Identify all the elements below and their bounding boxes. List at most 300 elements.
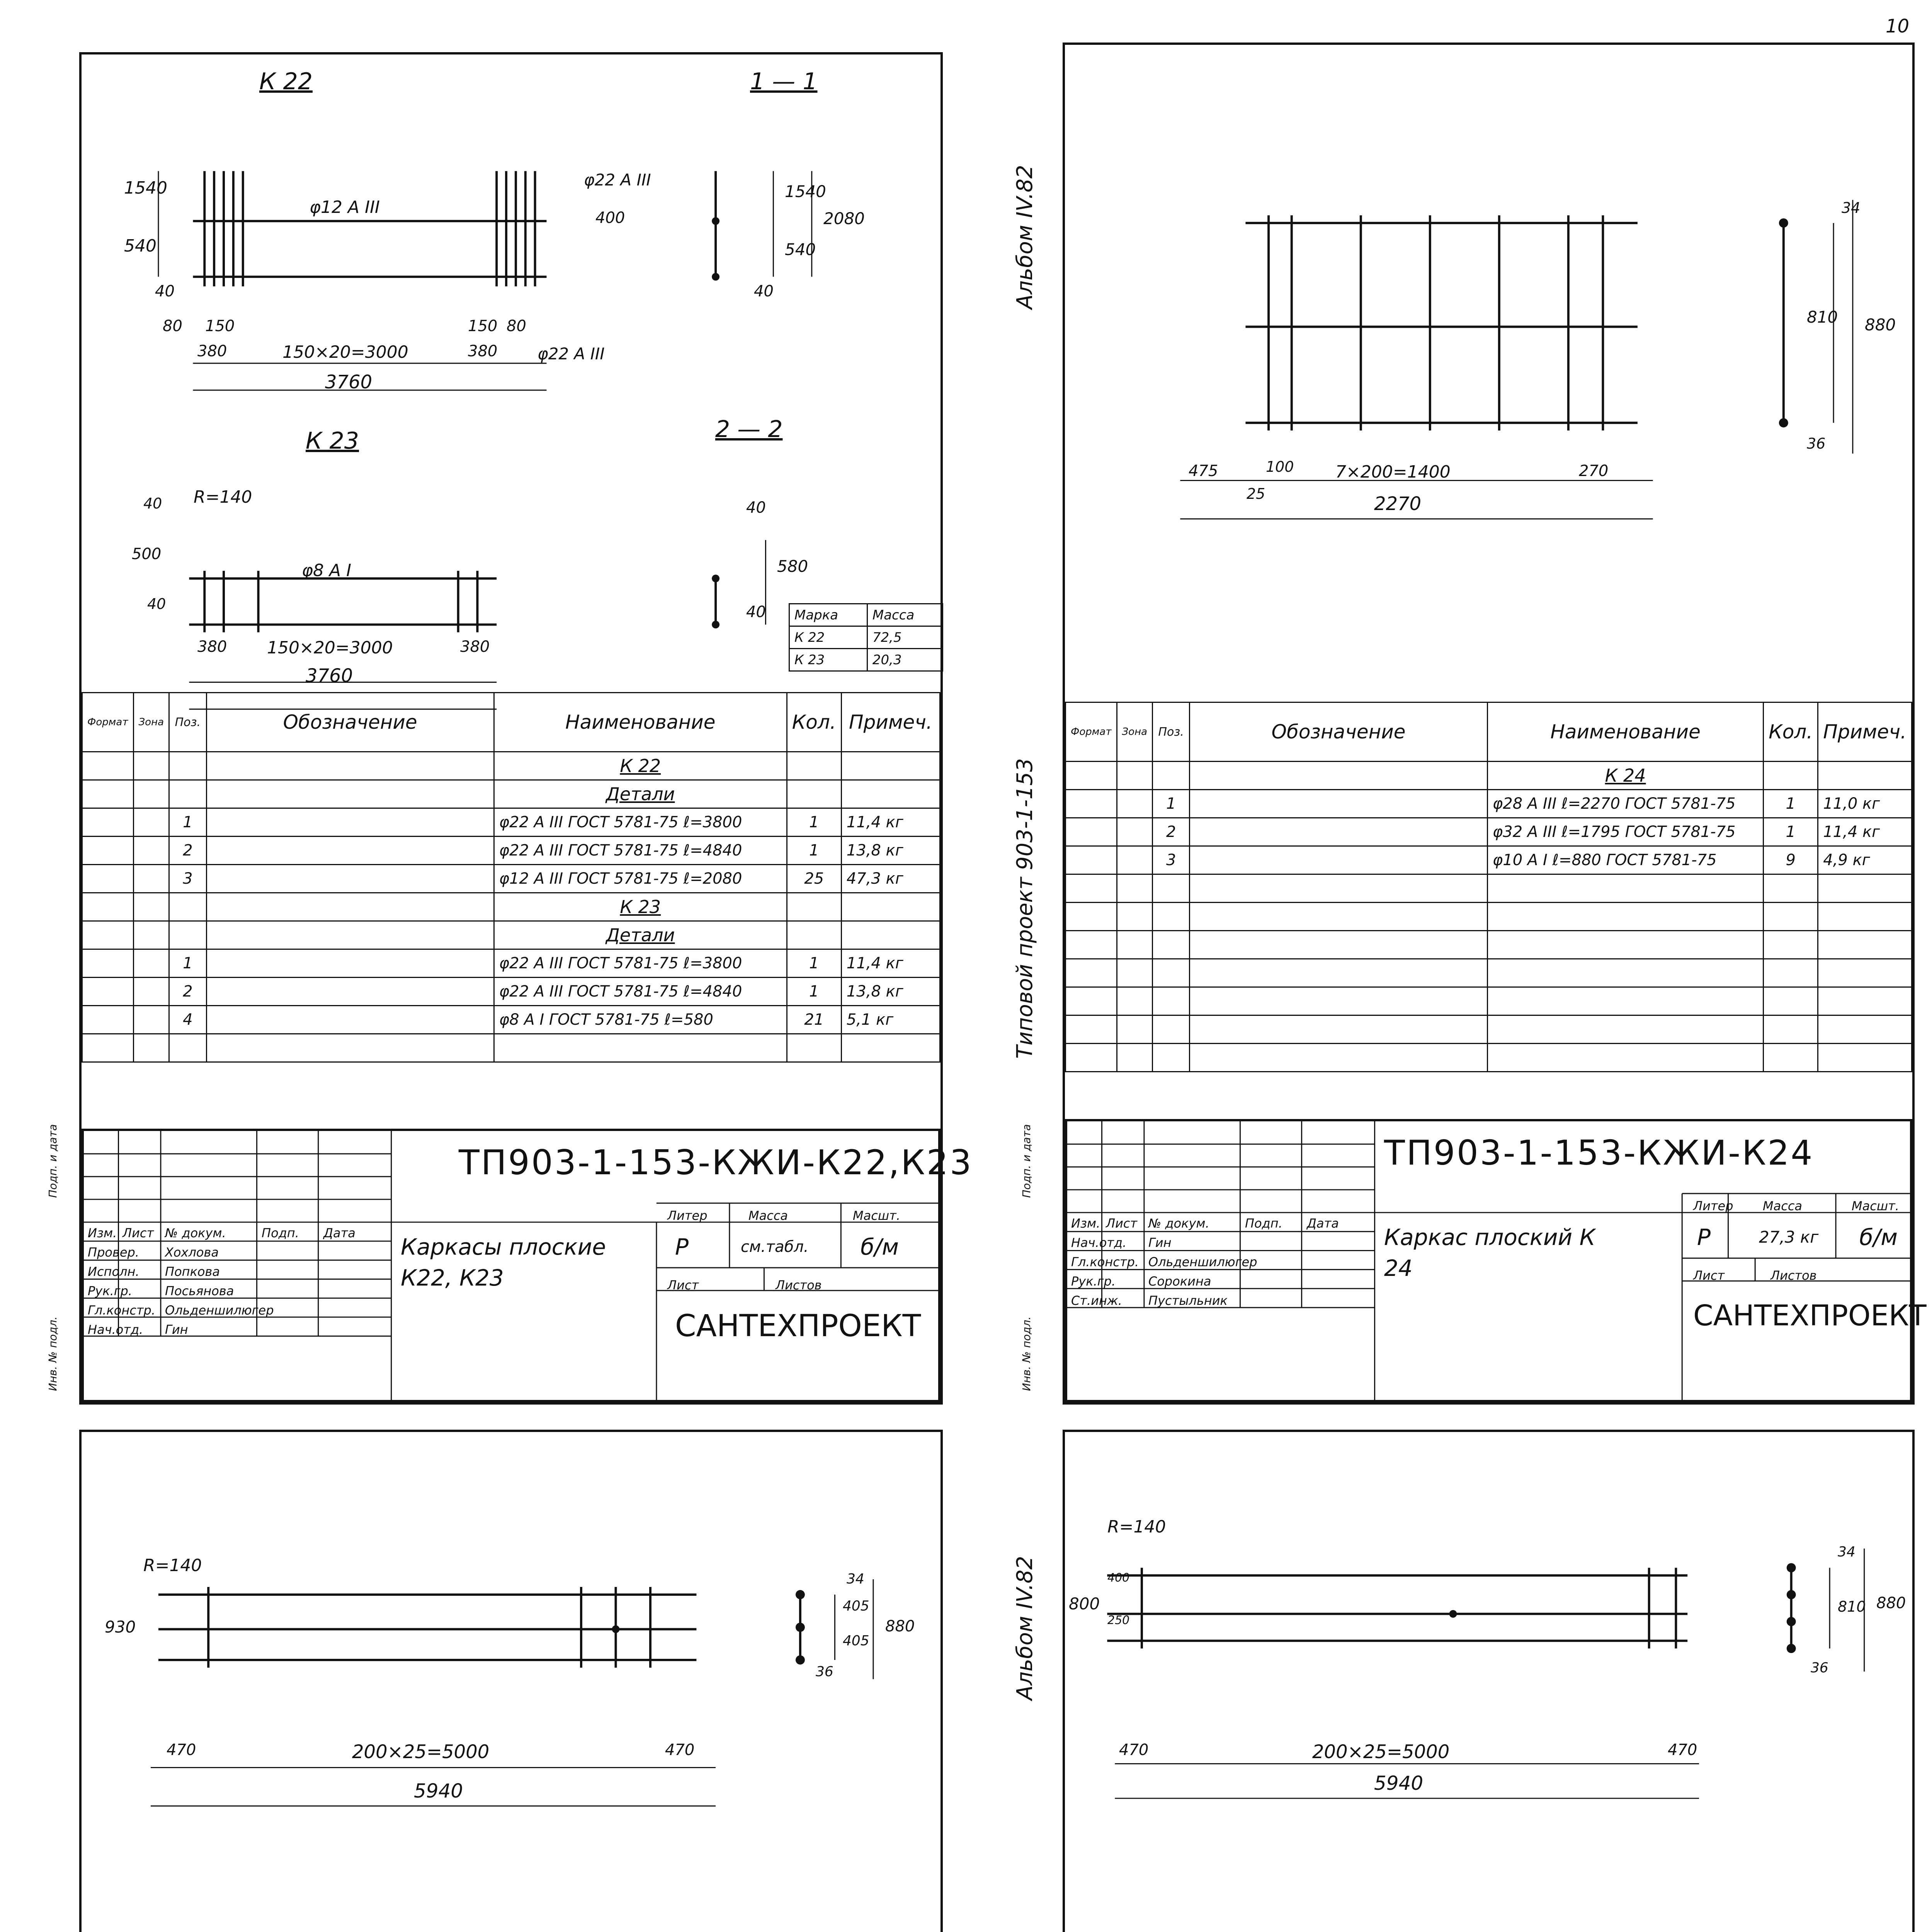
spec-row [1066, 846, 1912, 874]
tb-h-izm: Изм. [1071, 1216, 1100, 1231]
spec-cell-name: Детали [494, 780, 787, 808]
mass-table-k22-mass: 72,5 [867, 626, 942, 649]
spec-cell-name: φ28 A III ℓ=2270 ГОСТ 5781-75 [1487, 790, 1763, 818]
spec-cell-note: 5,1 кг [841, 1006, 940, 1034]
spec-cell-empty [1066, 987, 1117, 1015]
spec-cell-qty [787, 780, 841, 808]
spec-cell-empty [1487, 931, 1763, 959]
spec-cell-zone [133, 978, 169, 1006]
tb-person-name-3: Сорокина [1148, 1274, 1211, 1289]
spec-cell-qty: 21 [787, 1006, 841, 1034]
album-label-bottom: Альбом IV.82 [1012, 1556, 1037, 1700]
spec-row [82, 837, 940, 865]
spec-row [82, 1006, 940, 1034]
spec-cell-pos [1153, 762, 1190, 790]
col-name: Наименование [1487, 702, 1763, 762]
sheet-k22-k23 [79, 52, 973, 1405]
drawing-code: ТП903-1-153-КЖИ-К24 [1384, 1133, 1814, 1173]
spec-cell-pos: 1 [169, 808, 207, 837]
spec-cell-pos: 1 [169, 949, 207, 978]
k24-dim-810: 810 [1807, 308, 1838, 327]
page-number: 10 [1886, 15, 1910, 37]
spec-cell-name: Детали [494, 921, 787, 949]
spec-cell-pos: 2 [169, 837, 207, 865]
k25-dim-405a: 405 [843, 1598, 869, 1614]
spec-cell-qty: 9 [1764, 846, 1818, 874]
spec-cell-pos [169, 921, 207, 949]
sec22-dim-40b: 40 [746, 603, 766, 621]
spec-cell-empty [1818, 874, 1912, 903]
spec-cell-zone [133, 921, 169, 949]
spec-cell-format [82, 808, 134, 837]
tb-h-doc: № докум. [1148, 1216, 1209, 1231]
tb-h-sign: Подп. [1245, 1216, 1282, 1231]
spec-cell-zone [133, 893, 169, 921]
sec22-dim-40a: 40 [746, 499, 766, 517]
spec-cell-empty [1066, 874, 1117, 903]
spec-row [1066, 762, 1912, 790]
spec-cell-empty [1764, 903, 1818, 931]
spec-cell-format [82, 752, 134, 780]
spec-row [82, 780, 940, 808]
spec-cell-zone [1117, 846, 1153, 874]
k22-dim-80: 80 [163, 317, 182, 335]
spec-cell-designation [206, 837, 494, 865]
tb-h-date: Дата [323, 1226, 355, 1240]
spec-cell-empty [1818, 987, 1912, 1015]
spec-cell-qty: 25 [787, 865, 841, 893]
k22-dim-40: 40 [155, 282, 175, 300]
spec-cell-empty [133, 1034, 169, 1062]
k23-dim-40b: 40 [147, 595, 166, 612]
spec-cell-pos: 1 [1153, 790, 1190, 818]
tb-person-name-1: Хохлова [165, 1245, 219, 1260]
spec-cell-empty [1764, 874, 1818, 903]
col-pos: Поз. [169, 693, 207, 752]
sec11-dim-40: 40 [754, 282, 774, 300]
k26-dim-400: 400 [1107, 1571, 1130, 1585]
tb-person-name-2: Попкова [165, 1264, 220, 1279]
tb-person-name-4: Ольденшилюгер [165, 1303, 274, 1318]
mass-table-k23-mass: 20,3 [867, 649, 942, 671]
k23-title: К 23 [306, 427, 359, 454]
spec-cell-format [1066, 818, 1117, 846]
sec11-dim-1540: 1540 [785, 182, 826, 201]
title-block-grid [1067, 1121, 1910, 1400]
k26-dim-880: 880 [1876, 1594, 1906, 1612]
k25-dim-34: 34 [847, 1571, 864, 1587]
k26-dim-470a: 470 [1119, 1741, 1149, 1759]
spec-cell-empty [1764, 1015, 1818, 1044]
title-block-k24 [1065, 1119, 1927, 1402]
spec-cell-qty [787, 921, 841, 949]
spec-cell-empty [1066, 903, 1117, 931]
spec-cell-format [82, 1006, 134, 1034]
spec-cell-empty [1117, 874, 1153, 903]
spec-cell-qty [787, 752, 841, 780]
spec-cell-designation [206, 893, 494, 921]
k26-dim-250: 250 [1107, 1614, 1130, 1627]
spec-cell-zone [133, 949, 169, 978]
col-qty: Кол. [787, 693, 841, 752]
tb-person-name-4: Пустыльник [1148, 1293, 1228, 1308]
spec-cell-pos [169, 780, 207, 808]
tb-person-role-2: Исполн. [88, 1264, 139, 1279]
k24-dim-34: 34 [1842, 199, 1861, 216]
spec-cell-name: φ22 A III ГОСТ 5781-75 ℓ=4840 [494, 837, 787, 865]
tb-h-sheet: Лист [667, 1278, 699, 1293]
spec-row [82, 808, 940, 837]
k22-bar1-label: φ22 A III [537, 344, 605, 363]
spec-rows-k22-k23 [82, 752, 940, 1062]
k24-dim-475: 475 [1189, 462, 1218, 480]
tb-person-name-3: Посьянова [165, 1284, 234, 1298]
k25-dim-36: 36 [816, 1664, 833, 1680]
k24-dim-25: 25 [1247, 485, 1265, 502]
k22-gap-label: 400 [595, 209, 625, 227]
tb-h-date: Дата [1307, 1216, 1339, 1231]
drawing-title: Каркас плоский К 24 [1384, 1224, 1595, 1281]
spec-cell-empty [1764, 1044, 1818, 1072]
spec-cell-empty [1153, 1015, 1190, 1044]
k26-dim-800: 800 [1069, 1594, 1100, 1613]
tb-h-doc: № докум. [165, 1226, 226, 1240]
spec-cell-empty [1190, 987, 1488, 1015]
spec-cell-empty [1117, 903, 1153, 931]
spec-cell-pos: 2 [1153, 818, 1190, 846]
section-2-2-title: 2 — 2 [715, 416, 783, 443]
tb-liter: Р [1697, 1224, 1711, 1250]
spec-cell-note [841, 893, 940, 921]
spec-cell-qty [787, 893, 841, 921]
tb-person-role-3: Рук.гр. [1071, 1274, 1116, 1289]
spec-cell-format [82, 780, 134, 808]
spec-cell-empty [1487, 903, 1763, 931]
mass-table [789, 603, 943, 672]
k25-dim-930: 930 [105, 1617, 136, 1636]
tb-h-scale: Масшт. [853, 1208, 900, 1223]
spec-cell-note: 13,8 кг [841, 978, 940, 1006]
spec-cell-designation [1190, 762, 1488, 790]
project-label-top: Типовой проект 903-1-153 [1012, 758, 1037, 1059]
spec-cell-empty [1117, 931, 1153, 959]
tb-person-name-1: Гин [1148, 1235, 1172, 1250]
tb-h-mass: Масса [1763, 1199, 1803, 1213]
spec-cell-empty [787, 1034, 841, 1062]
k23-dim-total: 3760 [306, 665, 353, 687]
col-note: Примеч. [841, 693, 940, 752]
firm-name: САНТЕХПРОЕКТ [675, 1309, 921, 1344]
spec-cell-note: 47,3 кг [841, 865, 940, 893]
tb-person-role-1: Провер. [88, 1245, 139, 1260]
k26-dim-470b: 470 [1668, 1741, 1697, 1759]
k25-dim-880: 880 [885, 1617, 915, 1635]
spec-cell-empty [82, 1034, 134, 1062]
spec-cell-note: 11,4 кг [841, 949, 940, 978]
spec-cell-zone [133, 780, 169, 808]
k24-dim-36: 36 [1807, 435, 1826, 452]
k24-dim-total: 2270 [1374, 493, 1422, 515]
spec-row [82, 978, 940, 1006]
k26-drawing [1065, 1432, 1912, 1932]
tb-h-izm: Изм. [88, 1226, 117, 1240]
spec-cell-qty: 1 [787, 837, 841, 865]
k24-dim-880: 880 [1865, 315, 1896, 334]
spec-cell-format [82, 978, 134, 1006]
section-1-1-title: 1 — 1 [750, 68, 818, 95]
spec-cell-qty: 1 [1764, 790, 1818, 818]
k26-dim-810: 810 [1838, 1598, 1866, 1615]
spec-cell-empty [1190, 959, 1488, 987]
spec-cell-qty [1764, 762, 1818, 790]
spec-cell-zone [133, 1006, 169, 1034]
spec-row-empty [1066, 931, 1912, 959]
tb-person-role-1: Нач.отд. [1071, 1235, 1127, 1250]
spec-cell-name: К 24 [1487, 762, 1763, 790]
spec-row [82, 752, 940, 780]
spec-cell-empty [1190, 903, 1488, 931]
spec-cell-empty [1818, 931, 1912, 959]
tb-person-role-4: Ст.инж. [1071, 1293, 1122, 1308]
col-format: Формат [1066, 702, 1117, 762]
tb-liter: Р [675, 1234, 689, 1260]
spec-cell-designation [206, 921, 494, 949]
spec-row [1066, 790, 1912, 818]
k22-bar3-label: φ12 A III [310, 197, 380, 217]
k24-dim-spacing: 7×200=1400 [1335, 462, 1451, 482]
spec-cell-zone [133, 865, 169, 893]
spec-cell-note [841, 921, 940, 949]
k25-dim-470a: 470 [167, 1741, 196, 1759]
tb-h-liter: Литер [1693, 1199, 1733, 1213]
k23-dim-500: 500 [132, 545, 162, 563]
k25-dim-470b: 470 [665, 1741, 695, 1759]
k25-dim-spacing: 200×25=5000 [352, 1741, 490, 1763]
tb-person-role-4: Гл.констр. [88, 1303, 155, 1318]
spec-cell-qty: 1 [787, 978, 841, 1006]
spec-cell-empty [1818, 903, 1912, 931]
spec-cell-note [1818, 762, 1912, 790]
spec-cell-empty [1818, 1015, 1912, 1044]
spec-cell-format [82, 921, 134, 949]
spec-cell-zone [1117, 818, 1153, 846]
k22-dim-80b: 80 [507, 317, 526, 335]
k22-dim-150a: 150 [205, 317, 235, 335]
col-note: Примеч. [1818, 702, 1912, 762]
spec-cell-name: φ10 A I ℓ=880 ГОСТ 5781-75 [1487, 846, 1763, 874]
spec-cell-empty [206, 1034, 494, 1062]
k22-bar2-label: φ22 A III [584, 170, 651, 189]
spec-cell-name: φ8 A I ГОСТ 5781-75 ℓ=580 [494, 1006, 787, 1034]
spec-table-k24 [1065, 702, 1912, 1072]
spec-cell-name: φ22 A III ГОСТ 5781-75 ℓ=4840 [494, 978, 787, 1006]
k22-title: К 22 [259, 68, 313, 95]
spec-cell-qty: 1 [787, 808, 841, 837]
spec-cell-designation [206, 1006, 494, 1034]
k22-dim-380b: 380 [468, 342, 498, 360]
title-block-k22-k23 [82, 1129, 973, 1402]
spec-row [82, 865, 940, 893]
tb-person-role-2: Гл.констр. [1071, 1255, 1139, 1269]
sec22-dim-580: 580 [777, 557, 808, 576]
spec-cell-empty [1764, 987, 1818, 1015]
spec-cell-empty [841, 1034, 940, 1062]
col-zone: Зона [133, 693, 169, 752]
tb-h-mass: Масса [748, 1208, 788, 1223]
spec-table-k22-k23 [82, 692, 940, 1063]
spec-cell-pos [169, 893, 207, 921]
spec-cell-empty [1066, 959, 1117, 987]
mass-table-h-mark: Марка [789, 604, 867, 626]
spec-cell-empty [1487, 959, 1763, 987]
spec-cell-empty [1487, 1015, 1763, 1044]
spec-cell-pos: 3 [1153, 846, 1190, 874]
spec-row-empty [1066, 987, 1912, 1015]
drawing-code: ТП903-1-153-КЖИ-К22,К23 [459, 1143, 973, 1182]
tb-h-list: Лист [1106, 1216, 1138, 1231]
spec-cell-empty [1153, 1044, 1190, 1072]
spec-row-empty [1066, 903, 1912, 931]
k26-dim-radius: R=140 [1107, 1517, 1166, 1537]
col-qty: Кол. [1764, 702, 1818, 762]
spec-cell-empty [1190, 874, 1488, 903]
spec-cell-note [841, 780, 940, 808]
k22-dim-spacing: 150×20=3000 [282, 342, 408, 362]
spec-cell-designation [1190, 818, 1488, 846]
sheet-k24 [1063, 43, 1927, 1405]
spec-row [82, 949, 940, 978]
spec-cell-name: φ22 A III ГОСТ 5781-75 ℓ=3800 [494, 949, 787, 978]
spec-cell-pos [169, 752, 207, 780]
spec-cell-designation [1190, 790, 1488, 818]
tb-h-liter: Литер [667, 1208, 707, 1223]
spec-cell-pos: 2 [169, 978, 207, 1006]
tb-h-list: Лист [122, 1226, 154, 1240]
spec-cell-empty [1066, 931, 1117, 959]
mass-table-h-mass: Масса [867, 604, 942, 626]
k22-dim-380a: 380 [197, 342, 227, 360]
firm-name: САНТЕХПРОЕКТ [1693, 1299, 1927, 1332]
spec-cell-format [82, 837, 134, 865]
spec-cell-zone [1117, 762, 1153, 790]
tb-h-sheets: Листов [1770, 1268, 1817, 1283]
k22-dim-150b: 150 [468, 317, 498, 335]
spec-cell-empty [1117, 987, 1153, 1015]
spec-rows-k24 [1066, 762, 1912, 1072]
spec-cell-empty [1818, 1044, 1912, 1072]
tb-person-role-5: Нач.отд. [88, 1322, 143, 1337]
spec-cell-empty [1066, 1015, 1117, 1044]
side-cell-inv-1: Инв. № подл. [46, 1316, 59, 1391]
tb-person-role-3: Рук.гр. [88, 1284, 133, 1298]
spec-row [82, 921, 940, 949]
tb-h-sheets: Листов [776, 1278, 822, 1293]
tb-h-sheet: Лист [1693, 1268, 1725, 1283]
k22-dim-height-top: 1540 [124, 178, 167, 198]
col-designation: Обозначение [1190, 702, 1488, 762]
spec-cell-pos: 4 [169, 1006, 207, 1034]
spec-cell-note: 4,9 кг [1818, 846, 1912, 874]
spec-cell-empty [1818, 959, 1912, 987]
spec-cell-empty [1190, 1044, 1488, 1072]
sheet-k26 [1063, 1430, 1915, 1932]
spec-cell-empty [494, 1034, 787, 1062]
spec-cell-name: φ12 A III ГОСТ 5781-75 ℓ=2080 [494, 865, 787, 893]
spec-cell-empty [1764, 931, 1818, 959]
k24-dim-270: 270 [1579, 462, 1609, 480]
spec-cell-designation [206, 949, 494, 978]
tb-person-name-2: Ольденшилюгер [1148, 1255, 1257, 1269]
sheet-k25 [79, 1430, 943, 1932]
spec-cell-empty [1117, 1015, 1153, 1044]
tb-person-name-5: Гин [165, 1322, 188, 1337]
spec-row-empty [1066, 959, 1912, 987]
album-label-top: Альбом IV.82 [1012, 165, 1037, 309]
k25-dim-radius: R=140 [143, 1556, 202, 1575]
spec-row-empty [1066, 874, 1912, 903]
tb-scale: б/м [1859, 1224, 1898, 1250]
col-format: Формат [82, 693, 134, 752]
k23-dim-40a: 40 [143, 495, 162, 512]
spec-row [1066, 818, 1912, 846]
spec-cell-pos: 3 [169, 865, 207, 893]
col-zone: Зона [1117, 702, 1153, 762]
spec-cell-format [1066, 846, 1117, 874]
spec-cell-empty [1190, 1015, 1488, 1044]
drawing-title: Каркасы плоские К22, К23 [401, 1234, 606, 1291]
spec-cell-note: 11,4 кг [841, 808, 940, 837]
spec-cell-empty [1487, 987, 1763, 1015]
spec-cell-empty [1117, 959, 1153, 987]
spec-cell-format [82, 893, 134, 921]
spec-cell-qty: 1 [787, 949, 841, 978]
spec-cell-zone [133, 837, 169, 865]
k26-dim-36: 36 [1811, 1660, 1828, 1676]
side-cell-sign-date-2: Подп. и дата [1020, 1124, 1033, 1198]
k23-dim-spacing: 150×20=3000 [267, 638, 393, 658]
k26-dim-total: 5940 [1374, 1772, 1423, 1794]
k25-dim-405b: 405 [843, 1633, 869, 1649]
k26-dim-34: 34 [1838, 1544, 1855, 1560]
spec-cell-format [82, 865, 134, 893]
spec-cell-empty [1487, 1044, 1763, 1072]
tb-mass: 27,3 кг [1759, 1228, 1819, 1247]
tb-h-scale: Масшт. [1852, 1199, 1899, 1213]
k25-drawing [82, 1432, 940, 1932]
sec11-dim-2080: 2080 [823, 209, 865, 228]
spec-cell-name: К 22 [494, 752, 787, 780]
spec-cell-name: φ32 A III ℓ=1795 ГОСТ 5781-75 [1487, 818, 1763, 846]
spec-cell-empty [1487, 874, 1763, 903]
spec-cell-empty [1066, 1044, 1117, 1072]
spec-cell-format [1066, 762, 1117, 790]
spec-cell-name: φ22 A III ГОСТ 5781-75 ℓ=3800 [494, 808, 787, 837]
col-designation: Обозначение [206, 693, 494, 752]
side-cell-sign-date-1: Подп. и дата [46, 1124, 59, 1198]
spec-cell-note: 11,4 кг [1818, 818, 1912, 846]
spec-cell-empty [1153, 874, 1190, 903]
spec-cell-designation [206, 808, 494, 837]
spec-cell-empty [1190, 931, 1488, 959]
spec-row-empty [1066, 1015, 1912, 1044]
spec-cell-empty [1153, 903, 1190, 931]
spec-cell-empty [1153, 987, 1190, 1015]
spec-cell-empty [1764, 959, 1818, 987]
sec11-dim-540: 540 [785, 240, 816, 259]
k22-dim-total: 3760 [325, 371, 372, 393]
spec-cell-empty [1153, 959, 1190, 987]
mass-table-k23-mark: К 23 [789, 649, 867, 671]
